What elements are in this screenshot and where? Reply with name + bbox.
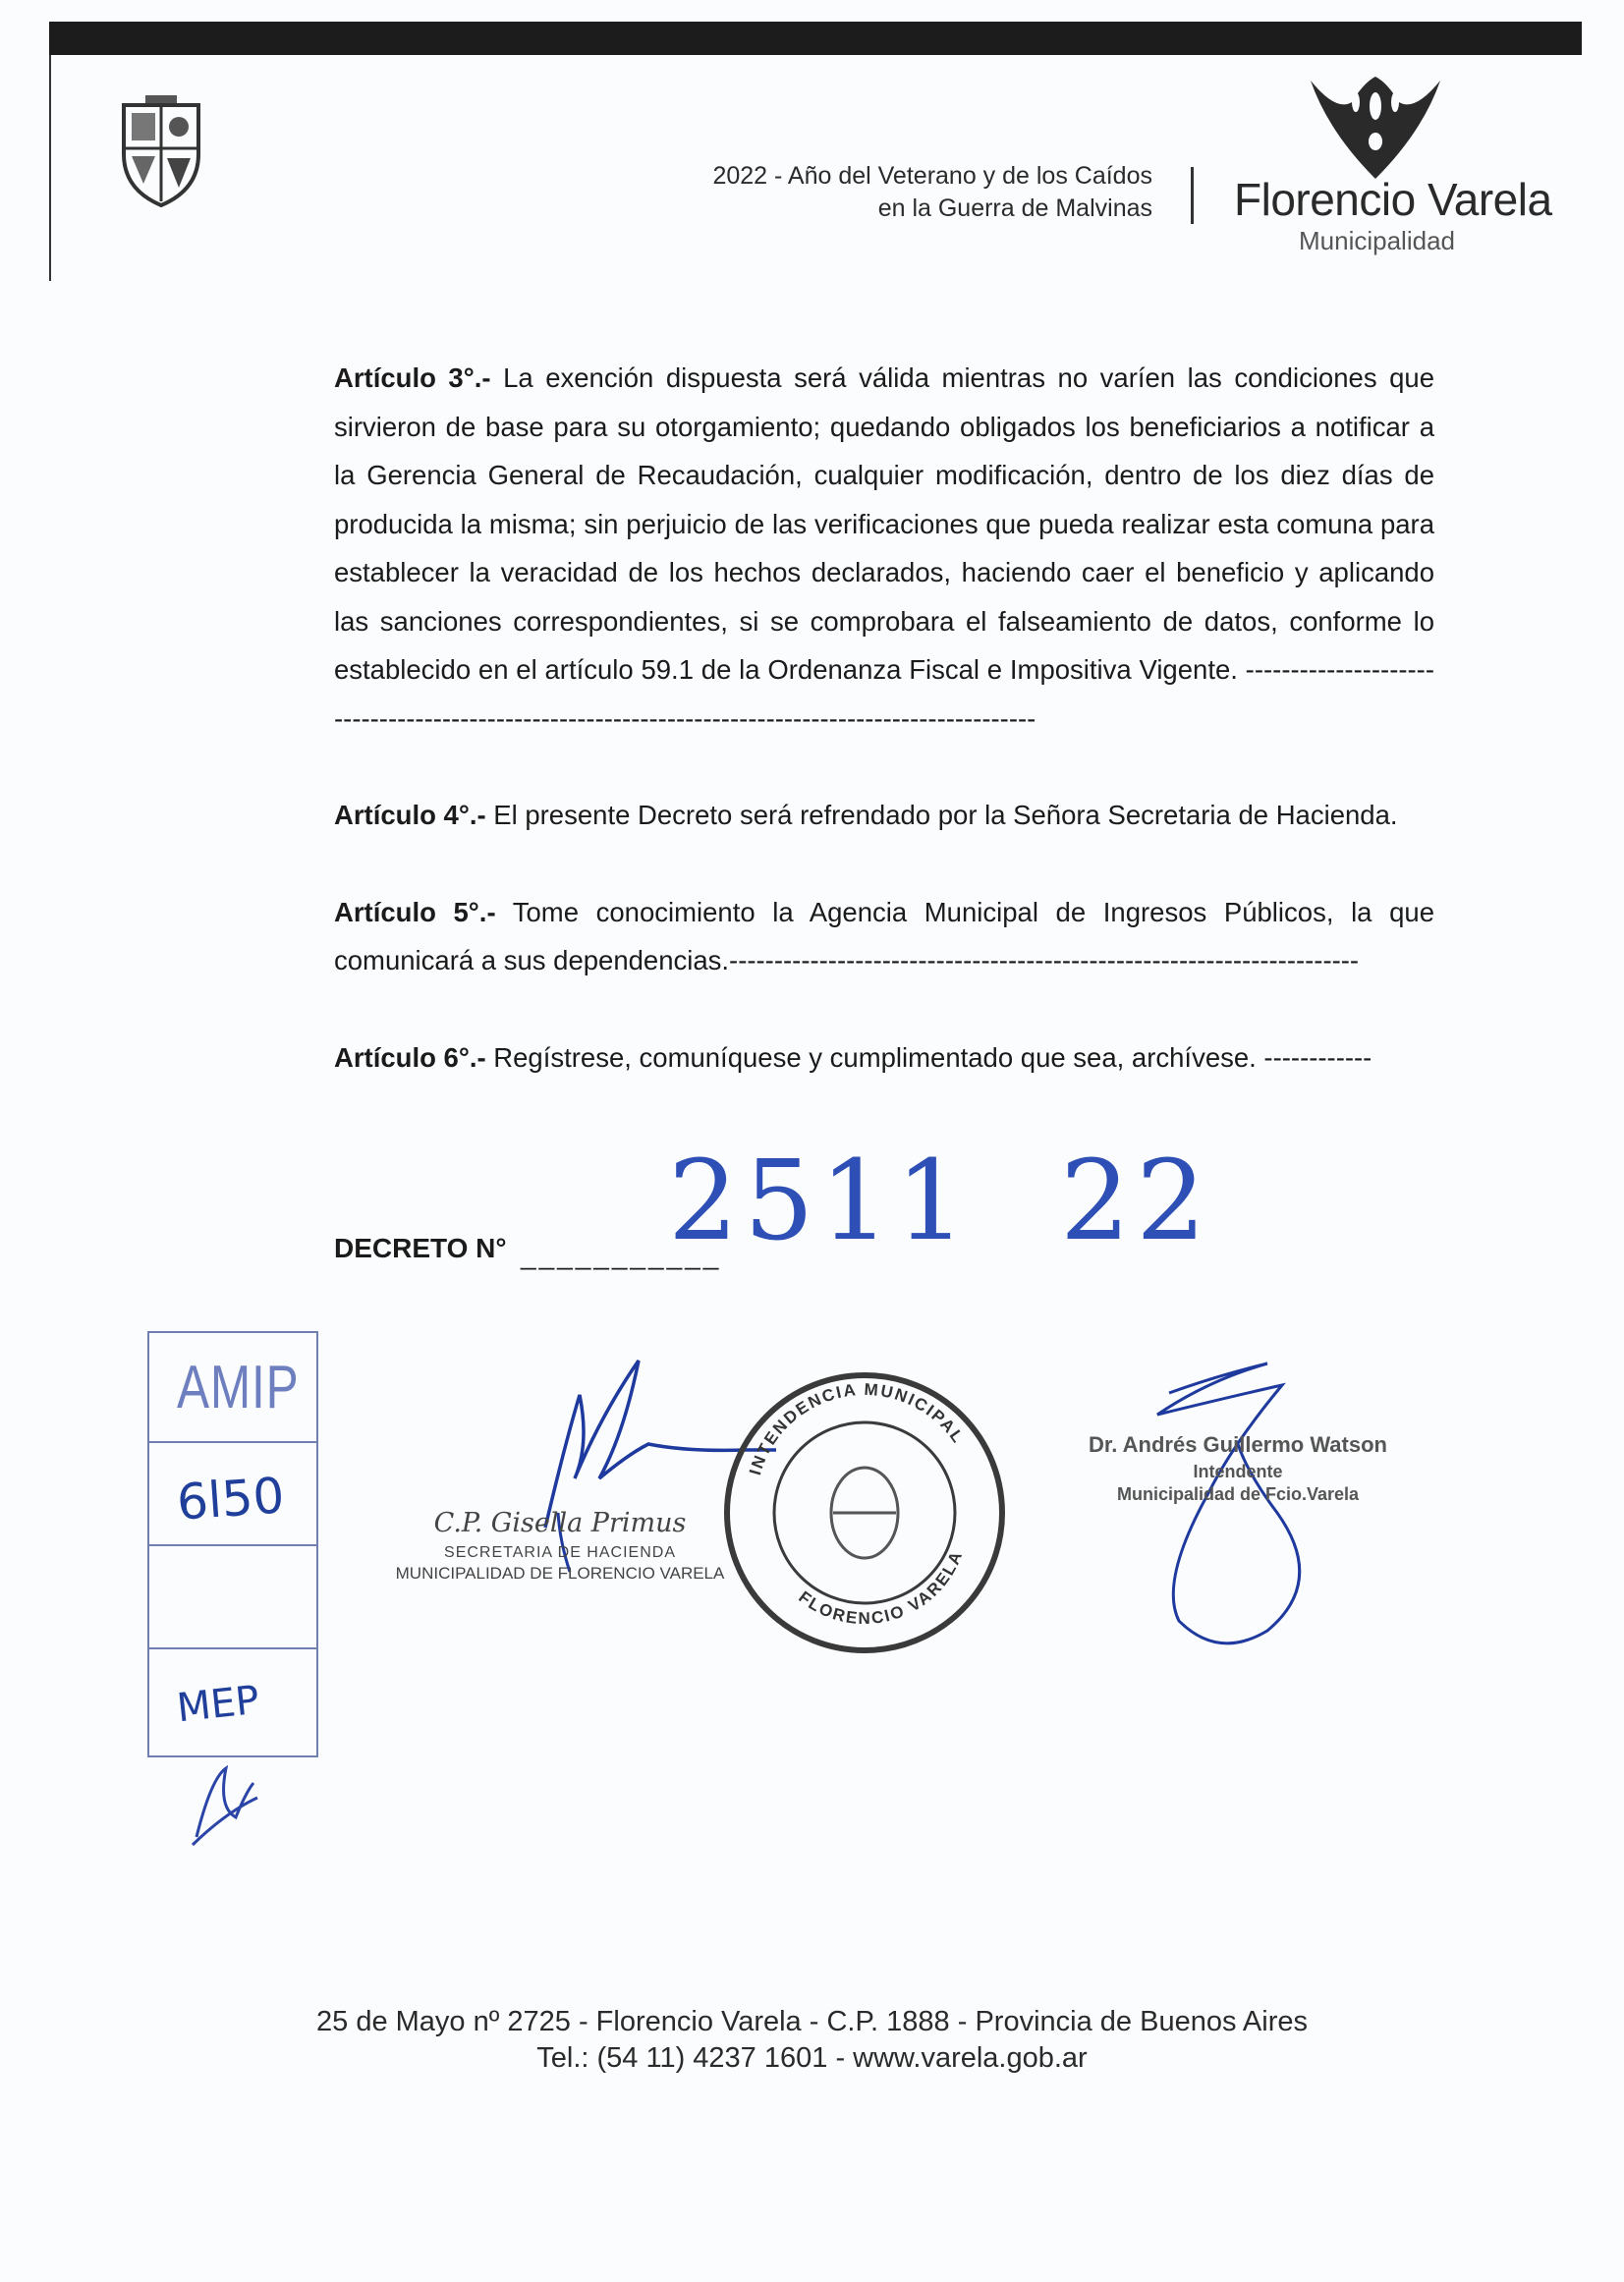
amip-title: AMIP [177, 1354, 300, 1421]
mayor-role: Intendente [1193, 1462, 1283, 1481]
mayor-org: Municipalidad de Fcio.Varela [1116, 1484, 1360, 1504]
seal-bottom-text: FLORENCIO VARELA [795, 1547, 967, 1629]
footer-line-2: Tel.: (54 11) 4237 1601 - www.varela.gob.ar [536, 2042, 1088, 2074]
brand-subtitle: Municipalidad [1299, 226, 1455, 255]
article-text: La exención dispuesta será válida mientras no varíen las condiciones que sirvieron de base para su otorgamiento; quedando obligados los beneficiarios a notificar a la Gerencia General de Recaudación, cualquier modificación, dentro de los diez días de producida la misma; sin perjuicio de las verificaciones que pueda realizar esta comuna para establecer la veracidad de los hechos declarados, haciendo caer el beneficio y aplicando las sanciones correspondientes, si se comprobara el falseamiento de datos, conforme lo establecido en el artículo 59.1 de la Ordenanza Fiscal e Impositiva Vigente. --------------------------------------------------------------------------------------------------- [334, 362, 1434, 734]
mayor-name: Dr. Andrés Guillermo Watson [1089, 1432, 1387, 1457]
secretary-signature-icon [545, 1361, 776, 1528]
article-label: Artículo 6°.- [334, 1041, 486, 1073]
article-text: El presente Decreto será refrendado por la Señora Secretaria de Hacienda. [485, 800, 1398, 830]
motto-line-2: en la Guerra de Malvinas [877, 195, 1152, 222]
article-label: Artículo 3°.- [334, 362, 491, 393]
decreto-year: 22 [1060, 1138, 1212, 1265]
motto-line-1: 2022 - Año del Veterano y de los Caídos [712, 162, 1152, 190]
decreto-blank-line: ___________ [521, 1240, 722, 1270]
brand-name: Florencio Varela [1234, 174, 1552, 225]
seal-top-text: INTENDENCIA MUNICIPAL [745, 1379, 969, 1477]
amip-handwritten-entry: 6l50 [175, 1467, 287, 1531]
decreto-number: 2511 [668, 1138, 973, 1265]
footer-line-1: 25 de Mayo nº 2725 - Florencio Varela - C.P. 1888 - Provincia de Buenos Aires [316, 2006, 1308, 2037]
initials-scribble-icon [193, 1768, 257, 1845]
secretary-role: SECRETARIA DE HACIENDA [444, 1544, 676, 1561]
secretary-org: MUNICIPALIDAD DE FLORENCIO VARELA [395, 1564, 725, 1583]
article-text: Regístrese, comuníquese y cumplimentado que sea, archívese. ------------ [485, 1041, 1372, 1073]
footer-address [0, 2004, 1624, 2077]
article-text: Tome conocimiento la Agencia Municipal de Ingresos Públicos, la que comunicará a sus dependencias.---------------------------------------------------------------------- [334, 896, 1434, 975]
mayor-signature-block [1071, 1432, 1405, 1505]
secretary-signature-block [373, 1508, 747, 1584]
amip-handwritten-initials: MEP [174, 1677, 262, 1732]
decreto-label: DECRETO N° [334, 1233, 507, 1263]
secretary-name: C.P. Gisella Primus [433, 1508, 687, 1538]
article-label: Artículo 4°.- [334, 800, 486, 830]
article-label: Artículo 5°.- [334, 896, 496, 927]
